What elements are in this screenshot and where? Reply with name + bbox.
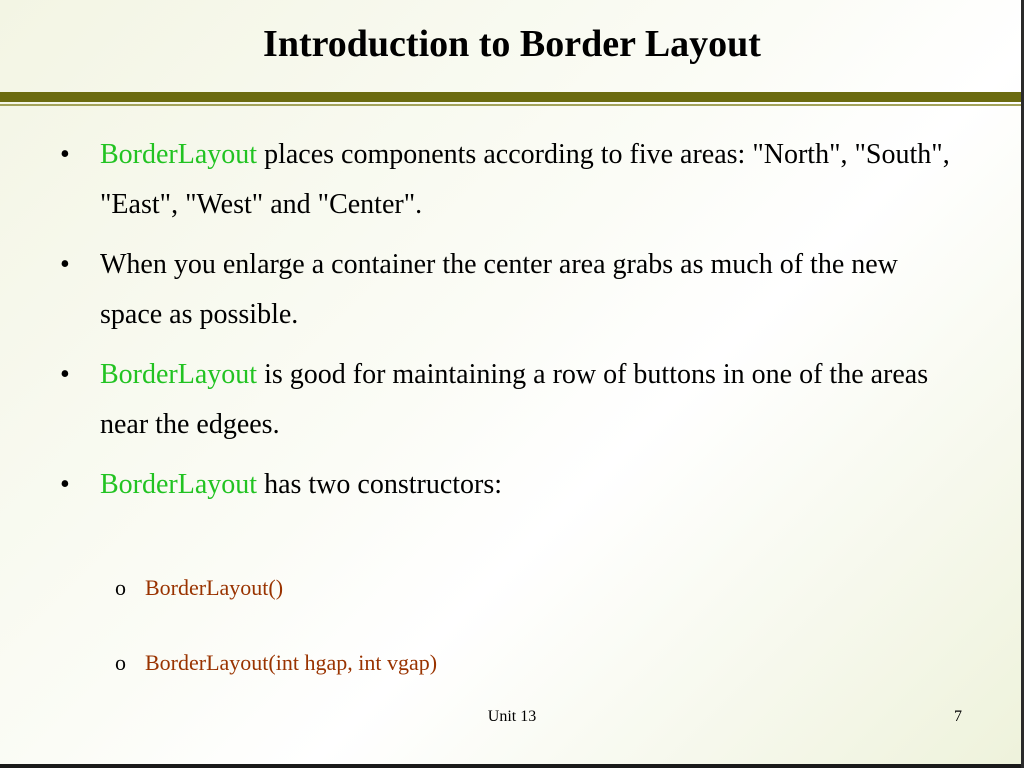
bullet-text: is good for maintaining a row of buttons in one of the areas near the edgees. — [100, 359, 929, 440]
constructor-gaps: BorderLayout(int hgap, int vgap) — [145, 650, 438, 675]
bullet-item — [60, 130, 960, 230]
page-number: 7 — [954, 708, 962, 725]
bullet-marker: • — [60, 139, 70, 170]
bullet-item — [60, 350, 960, 450]
bullet-list — [60, 130, 960, 520]
sub-bullet-item — [115, 650, 437, 676]
slide-bottom-border — [0, 764, 1024, 768]
bullet-text: places components according to five areas: "North", "South", "East", "West" and "Center". — [100, 139, 950, 220]
bullet-keyword: BorderLayout — [100, 359, 258, 390]
bullet-text: When you enlarge a container the center area grabs as much of the new space as possible. — [100, 249, 898, 330]
bullet-keyword: BorderLayout — [100, 469, 258, 500]
bullet-marker: • — [60, 359, 70, 390]
footer-unit-label: Unit 13 — [487, 708, 537, 725]
title-divider — [0, 92, 1024, 102]
sub-bullet-marker: o — [115, 650, 126, 675]
constructor-default: BorderLayout() — [145, 575, 284, 600]
bullet-marker: • — [60, 249, 70, 280]
title-divider-accent — [0, 104, 1024, 106]
bullet-marker: • — [60, 469, 70, 500]
bullet-item — [60, 240, 960, 340]
sub-bullet-item — [115, 575, 283, 601]
sub-bullet-marker: o — [115, 575, 126, 600]
bullet-item — [60, 460, 960, 510]
slide-title: Introduction to Border Layout — [263, 23, 761, 65]
bullet-keyword: BorderLayout — [100, 139, 258, 170]
bullet-text: has two constructors: — [257, 469, 503, 500]
